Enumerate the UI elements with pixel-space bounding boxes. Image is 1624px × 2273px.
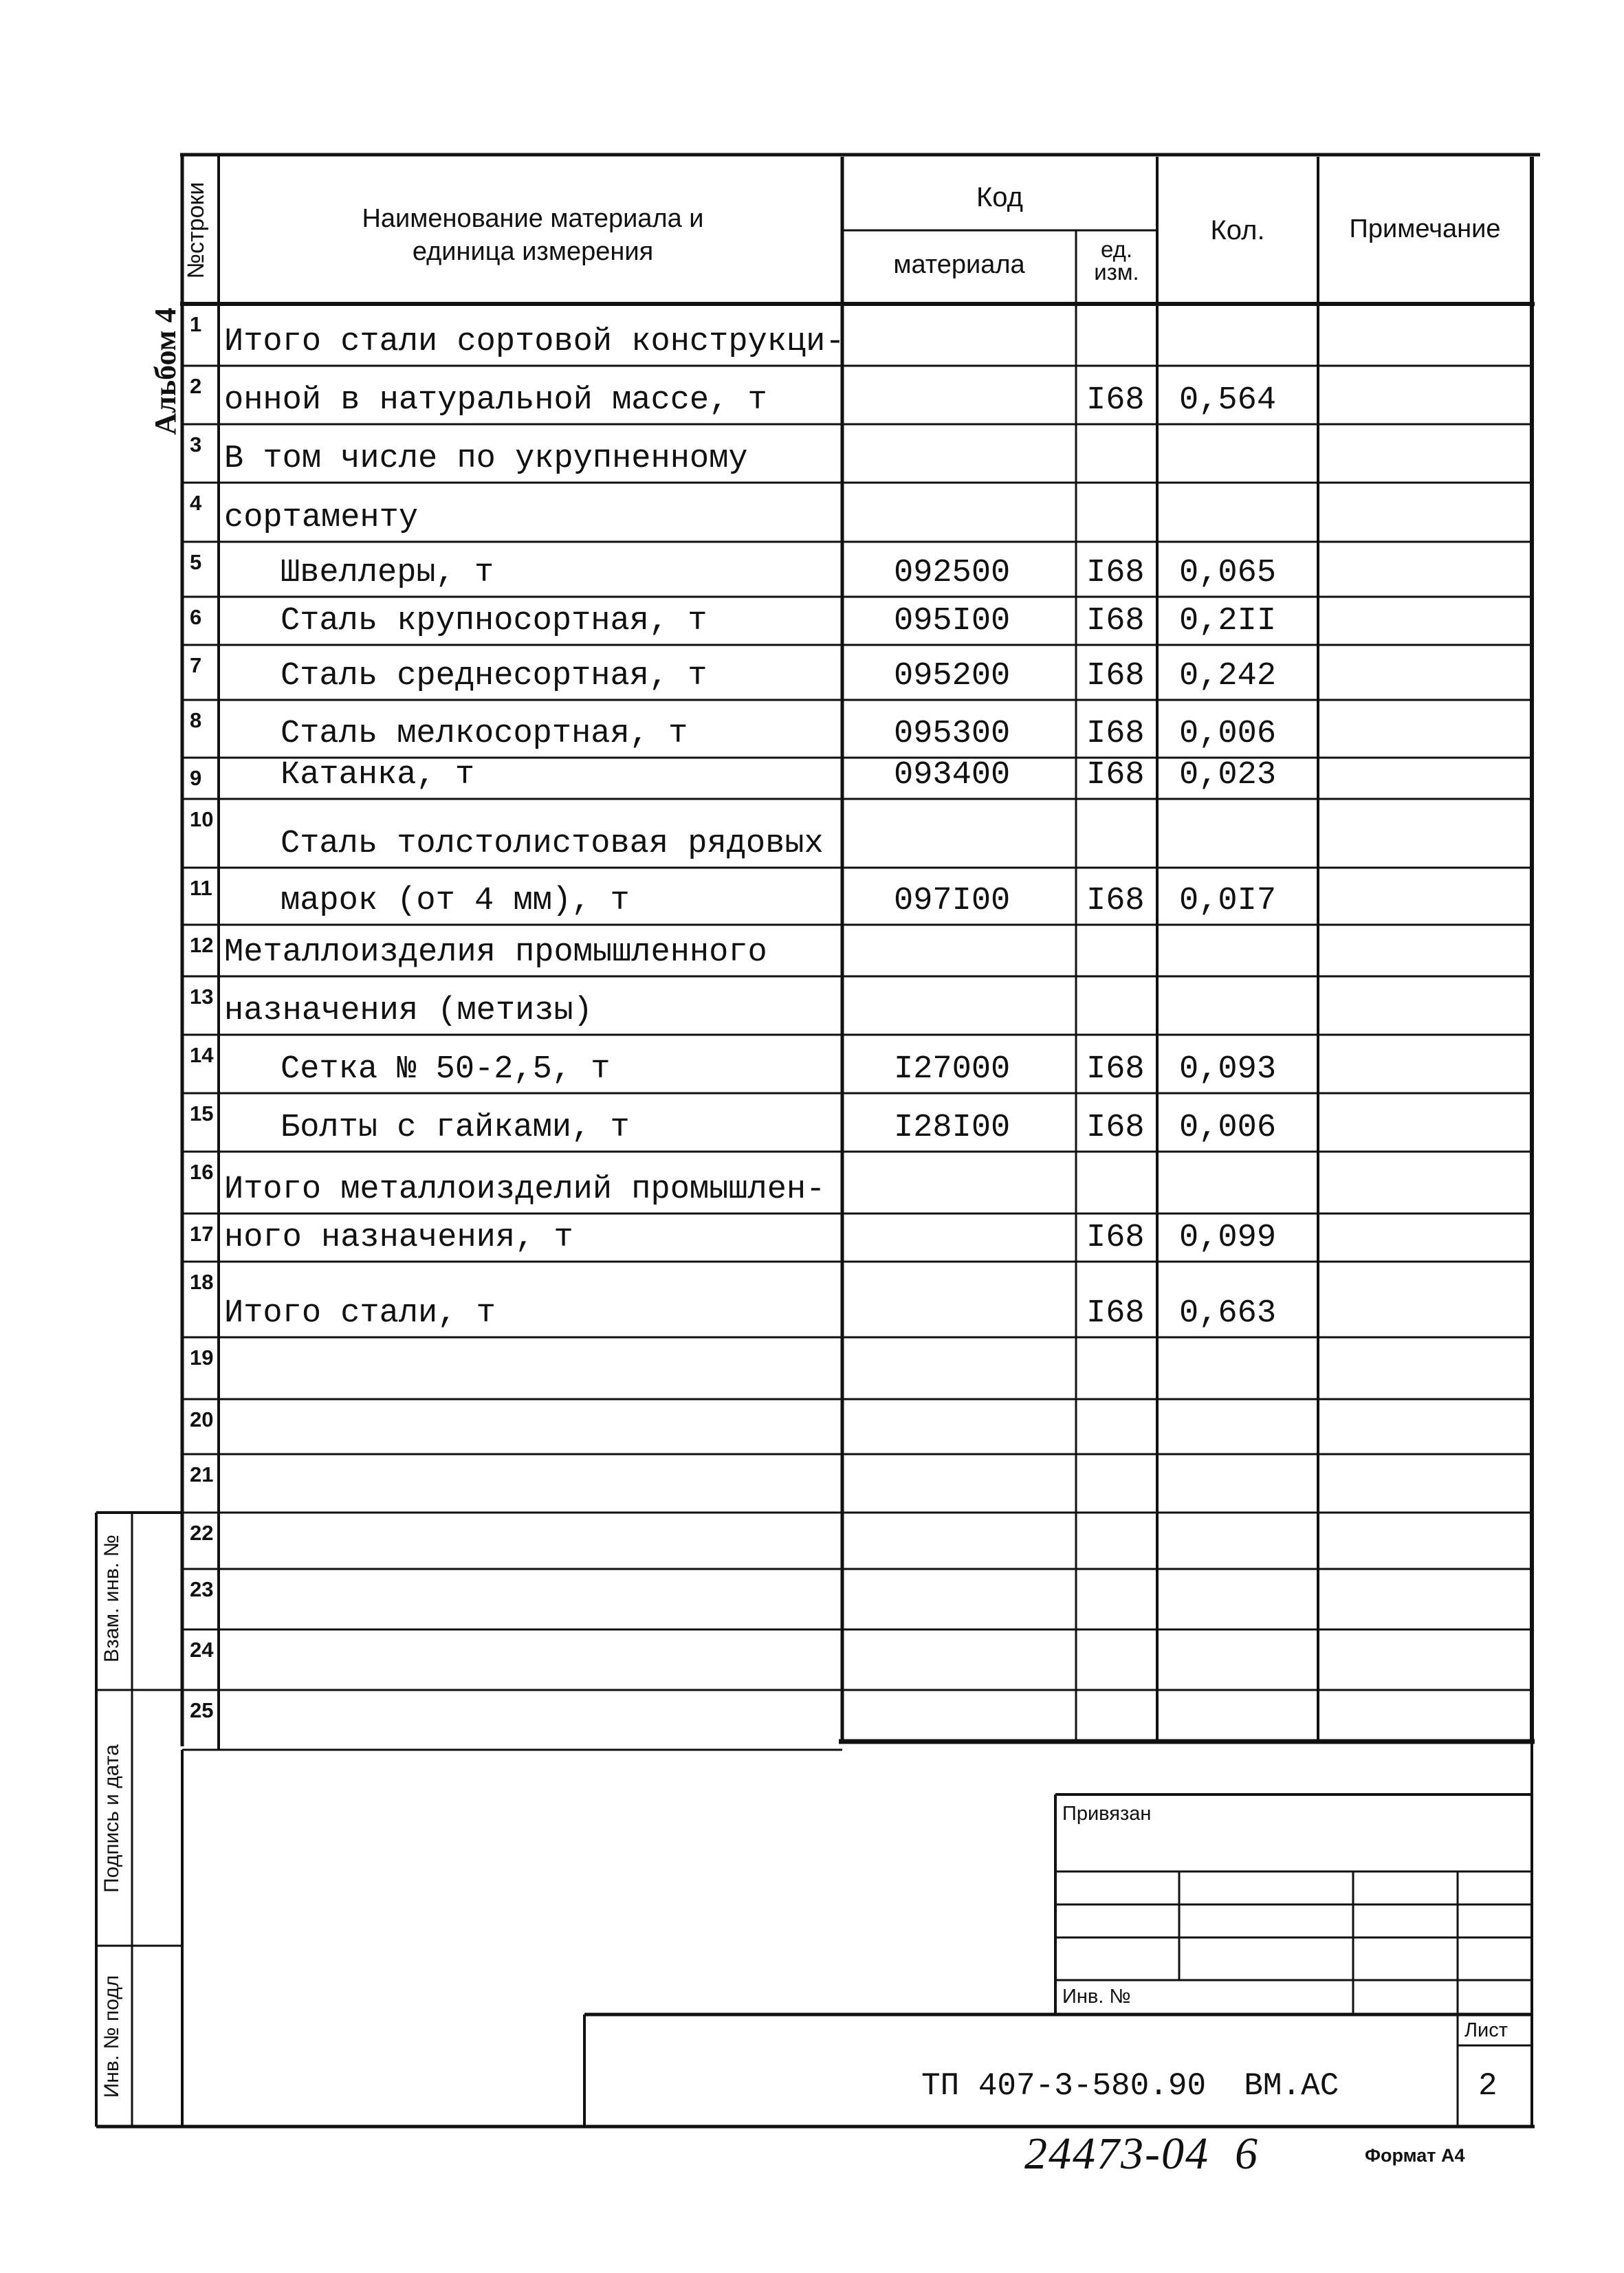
vzam-inv-label: Взам. инв. №: [100, 1535, 123, 1662]
unit-cell: I68: [1086, 1295, 1145, 1332]
material-name-cell: Итого стали сортовой конструкци-: [224, 324, 845, 360]
row-number: 13: [190, 985, 214, 1009]
material-name-cell: Итого металлоизделий промышлен-: [224, 1172, 826, 1208]
unit-cell: I68: [1086, 555, 1145, 591]
document-designation: ТП 407-3-580.90 ВМ.АС: [921, 2068, 1339, 2104]
material-name-cell: Металлоизделия промышленного: [224, 934, 767, 971]
material-name-cell: Сталь крупносортная, т: [281, 603, 707, 639]
qty-cell: 0,0I7: [1179, 883, 1277, 919]
unit-cell: I68: [1086, 658, 1145, 694]
row-number: 9: [190, 766, 202, 790]
sign-date-label: Подпись и дата: [100, 1744, 123, 1893]
unit-header: ед. изм.: [1094, 237, 1139, 285]
material-name-cell: Швеллеры, т: [281, 555, 494, 591]
row-number: 14: [190, 1043, 214, 1067]
material-name-cell: назначения (метизы): [224, 993, 593, 1029]
row-number: 2: [190, 374, 202, 398]
material-name-cell: Итого стали, т: [224, 1295, 496, 1332]
unit-cell: I68: [1086, 716, 1145, 752]
qty-cell: 0,242: [1179, 658, 1277, 694]
material-code-cell: 095200: [894, 658, 1011, 694]
material-name-cell: ного назначения, т: [224, 1220, 573, 1256]
material-name-cell: В том числе по укрупненному: [224, 441, 748, 477]
material-code-cell: 095I00: [894, 603, 1011, 639]
qty-cell: 0,2II: [1179, 603, 1277, 639]
unit-cell: I68: [1086, 1220, 1145, 1256]
row-number: 6: [190, 605, 202, 629]
row-number: 12: [190, 933, 214, 957]
unit-cell: I68: [1086, 757, 1145, 793]
code-header: Код: [976, 182, 1023, 212]
material-code-cell: 093400: [894, 757, 1011, 793]
row-number: 22: [190, 1521, 214, 1545]
material-name-cell: Сетка № 50-2,5, т: [281, 1051, 611, 1088]
unit-cell: I68: [1086, 883, 1145, 919]
material-code-cell: I28I00: [894, 1110, 1011, 1146]
qty-cell: 0,099: [1179, 1220, 1277, 1256]
material-name-cell: Сталь среднесортная, т: [281, 658, 707, 694]
material-name-header: Наименование материала и единица измерения: [362, 204, 704, 266]
qty-cell: 0,023: [1179, 757, 1277, 793]
note-header: Примечание: [1349, 215, 1501, 243]
row-number: 20: [190, 1407, 214, 1431]
qty-cell: 0,065: [1179, 555, 1277, 591]
qty-cell: 0,663: [1179, 1295, 1277, 1332]
row-number: 3: [190, 432, 202, 457]
row-number-header: №строки: [183, 182, 209, 279]
unit-cell: I68: [1086, 1051, 1145, 1088]
qty-cell: 0,093: [1179, 1051, 1277, 1088]
inv-no-label: Инв. № подл: [100, 1975, 123, 2098]
row-number: 25: [190, 1698, 214, 1722]
row-number: 1: [190, 312, 202, 336]
sheet-label: Лист: [1464, 2019, 1508, 2041]
sheet-number: 2: [1478, 2068, 1497, 2104]
row-number: 11: [190, 876, 212, 900]
attached-label: Привязан: [1062, 1803, 1152, 1825]
material-name-cell: Сталь мелкосортная, т: [281, 716, 688, 752]
format-label: Формат А4: [1365, 2145, 1465, 2166]
row-number: 16: [190, 1160, 214, 1184]
row-number: 23: [190, 1577, 214, 1601]
material-code-cell: 097I00: [894, 883, 1011, 919]
doc-number: 24473-04 6: [1024, 2129, 1259, 2179]
row-number: 10: [190, 807, 214, 831]
material-name-cell: Болты с гайками, т: [281, 1110, 630, 1146]
qty-cell: 0,006: [1179, 716, 1277, 752]
row-number: 4: [190, 491, 202, 515]
unit-cell: I68: [1086, 603, 1145, 639]
row-number: 7: [190, 653, 202, 677]
album-label: Альбом 4: [149, 307, 182, 435]
row-number: 8: [190, 708, 202, 732]
row-number: 18: [190, 1270, 214, 1294]
qty-cell: 0,564: [1179, 382, 1277, 419]
material-code-cell: 092500: [894, 555, 1011, 591]
title-inv-no-label: Инв. №: [1062, 1986, 1131, 2008]
row-number: 21: [190, 1462, 214, 1486]
unit-cell: I68: [1086, 1110, 1145, 1146]
material-code-header: материала: [893, 250, 1025, 279]
material-name-cell: онной в натуральной массе, т: [224, 382, 767, 419]
unit-cell: I68: [1086, 382, 1145, 419]
row-number: 24: [190, 1638, 214, 1662]
material-name-cell: марок (от 4 мм), т: [281, 883, 630, 919]
qty-header: Кол.: [1210, 215, 1265, 245]
qty-cell: 0,006: [1179, 1110, 1277, 1146]
material-name-cell: сортаменту: [224, 500, 419, 536]
row-number: 5: [190, 550, 202, 574]
row-number: 15: [190, 1101, 214, 1125]
material-name-cell: Катанка, т: [281, 757, 475, 793]
row-number: 19: [190, 1346, 214, 1370]
material-name-cell: Сталь толстолистовая рядовых: [281, 826, 824, 862]
material-code-cell: 095300: [894, 716, 1011, 752]
material-code-cell: I27000: [894, 1051, 1011, 1088]
row-number: 17: [190, 1222, 214, 1246]
